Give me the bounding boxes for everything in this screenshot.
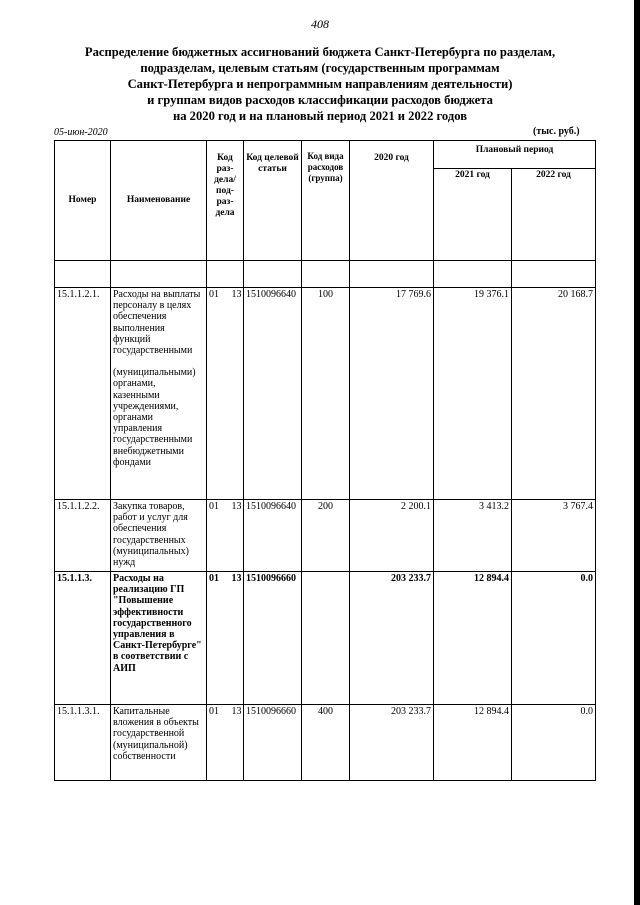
scan-edge xyxy=(634,0,640,905)
row-section-code xyxy=(207,572,244,705)
row-name-line: (муниципальными) органами, казенными учреждениями, органами управления государственными внебюджетными фондами xyxy=(113,367,196,468)
row-target-code: 1510096640 xyxy=(244,288,302,500)
row-2021: 12 894.4 xyxy=(434,572,512,705)
row-target-code: 1510096660 xyxy=(244,572,302,705)
page-number: 408 xyxy=(311,17,329,31)
row-subsection: 13 xyxy=(231,501,242,512)
row-name-line: Расходы на реализацию ГП "Повышение эффективности государственного управления в Санкт-Петербурге" в соответствии с АИП xyxy=(113,573,202,674)
row-2020: 203 233.7 xyxy=(350,705,434,781)
row-expense-type: 200 xyxy=(302,500,350,572)
row-2022: 0.0 xyxy=(512,705,596,781)
table-row xyxy=(55,705,596,781)
units-label: (тыс. руб.) xyxy=(533,126,580,137)
header-target-code: Код целевой статьи xyxy=(244,141,302,261)
row-section: 01 xyxy=(209,501,219,512)
table-gap-row xyxy=(55,261,596,288)
header-2020: 2020 год xyxy=(350,141,434,261)
table-header-row xyxy=(55,141,596,169)
budget-table xyxy=(54,140,596,781)
header-2021: 2021 год xyxy=(434,169,512,261)
row-2020: 17 769.6 xyxy=(350,288,434,500)
row-2021: 19 376.1 xyxy=(434,288,512,500)
row-name-line: Капитальные вложения в объекты государственной (муниципальной) собственности xyxy=(113,706,199,762)
row-expense-type: 100 xyxy=(302,288,350,500)
row-2021: 3 413.2 xyxy=(434,500,512,572)
row-expense-type: 400 xyxy=(302,705,350,781)
header-name: Наименование xyxy=(111,141,207,261)
row-name xyxy=(111,705,207,781)
row-subsection: 13 xyxy=(231,573,242,584)
row-section-code xyxy=(207,500,244,572)
row-name xyxy=(111,500,207,572)
row-name-line: Закупка товаров, работ и услуг для обеспечения государственных (муниципальных) нужд xyxy=(113,501,189,569)
row-number: 15.1.1.3.1. xyxy=(55,705,111,781)
row-target-code: 1510096640 xyxy=(244,500,302,572)
row-expense-type xyxy=(302,572,350,705)
row-2022: 3 767.4 xyxy=(512,500,596,572)
header-section-code: Код раз-дела/ под-раз-дела xyxy=(207,141,244,261)
title-line: на 2020 год и на плановый период 2021 и 2022 годов xyxy=(172,109,468,123)
title-line: Санкт-Петербурга и непрограммным направлениям деятельности) xyxy=(127,77,513,91)
table-row xyxy=(55,572,596,705)
header-number: Номер xyxy=(55,141,111,261)
row-2020: 203 233.7 xyxy=(350,572,434,705)
document-title xyxy=(40,44,600,124)
row-section: 01 xyxy=(209,706,219,717)
row-name xyxy=(111,288,207,500)
row-number: 15.1.1.2.2. xyxy=(55,500,111,572)
title-line: подразделам, целевым статьям (государственным программам xyxy=(140,61,500,75)
row-section: 01 xyxy=(209,289,219,300)
row-section-code xyxy=(207,705,244,781)
table-row xyxy=(55,288,596,500)
row-2020: 2 200.1 xyxy=(350,500,434,572)
row-subsection: 13 xyxy=(231,289,242,300)
row-section: 01 xyxy=(209,573,219,584)
row-name-line: Расходы на выплаты персоналу в целях обеспечения выполнения функций государственными xyxy=(113,289,201,357)
header-expense-type: Код вида расходов (группа) xyxy=(302,141,350,261)
document-date: 05-июн-2020 xyxy=(54,127,108,138)
row-number: 15.1.1.2.1. xyxy=(55,288,111,500)
row-number: 15.1.1.3. xyxy=(55,572,111,705)
row-name xyxy=(111,572,207,705)
row-2022: 0.0 xyxy=(512,572,596,705)
row-section-code xyxy=(207,288,244,500)
row-subsection: 13 xyxy=(231,706,242,717)
row-target-code: 1510096660 xyxy=(244,705,302,781)
header-2022: 2022 год xyxy=(512,169,596,261)
header-planned-period: Плановый период xyxy=(434,141,596,169)
title-line: Распределение бюджетных ассигнований бюджета Санкт-Петербурга по разделам, xyxy=(84,45,556,59)
title-line: и группам видов расходов классификации расходов бюджета xyxy=(147,93,493,107)
row-2022: 20 168.7 xyxy=(512,288,596,500)
table-row xyxy=(55,500,596,572)
row-2021: 12 894.4 xyxy=(434,705,512,781)
